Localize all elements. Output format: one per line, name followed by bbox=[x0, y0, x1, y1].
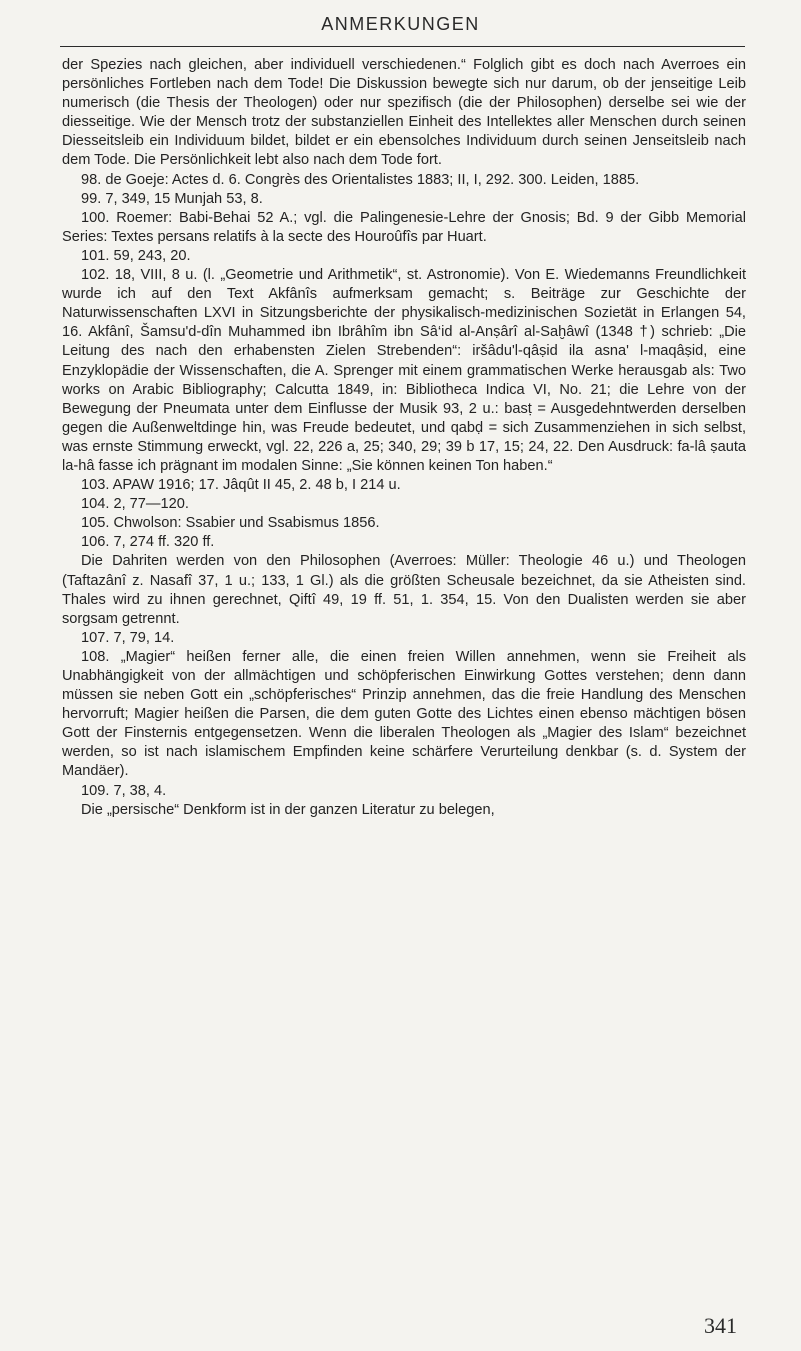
note-99: 99. 7, 349, 15 Munjah 53, 8. bbox=[81, 190, 263, 207]
running-header: ANMERKUNGEN bbox=[321, 14, 480, 34]
note-109-persische: Die „persische“ Denkform ist in der ganzen Literatur zu belegen, bbox=[81, 801, 495, 818]
note-108: 108. „Magier“ heißen ferner alle, die einen freien Willen annehmen, wenn sie Freiheit als Unabhängigkeit von der allmächtigen und schöpferischen Einwirkung Gottes verstehen; denn dann müssen sie neben Gott ein „schöpferisches“ Prinzip annehmen, das die freie Handlung des Menschen hervorruft; Magier heißen die Parsen, die dem guten Gotte des Lichtes einen ebenso mächtigen bösen Gott der Finsternis entgegensetzen. Wenn die liberalen Theologen als „Magier des Islam“ bezeichnet werden, so ist nach islamischem Empfinden keine schärfere Verurteilung denkbar (s. d. System der Mandäer). bbox=[62, 648, 746, 780]
page-number: 341 bbox=[704, 1313, 737, 1338]
note-102: 102. 18, VIII, 8 u. (l. „Geometrie und Arithmetik“, st. Astronomie). Von E. Wiedemanns Freundlichkeit wurde ich auf den Text Akfânîs aufmerksam gemacht; s. Beiträge zur Geschichte der Naturwissenschaften LXVI in Sitzungsberichte der physikalisch-medizinischen Sozietät in Erlangen 54, 16. Akfânî, Šamsu'd-dîn Muhammed ibn Ibrâhîm ibn Sâ‘id al-Anṣârî al-Saḫâwî (1348 †) schrieb: „Die Leitung des nach den erhabensten Zielen Strebenden“: iršâdu'l-qâṣid ila asna' l-maqâṣid, eine Enzyklopädie der Wissenschaften, die A. Sprenger mit einem grammatischen Werke herausgab als: Two works on Arabic Bibliography; Calcutta 1849, in: Bibliotheca Indica VI, No. 21; die Lehre von der Bewegung der Pneumata unter dem Einflusse der Musik 93, 2 u.: basṭ = Ausgedehntwerden derselben gegen die Außenweltdinge hin, was Freude bedeutet, und qabḍ = sich Zusammenziehen in sich selbst, was ernste Stimmung erweckt, vgl. 22, 226 a, 25; 340, 29; 39 b 17, 15; 24, 22. Den Ausdruck: fa-lâ ṣauta la-hâ fasse ich prägnant im modalen Sinne: „Sie können keinen Ton haben.“ bbox=[62, 267, 746, 474]
note-104: 104. 2, 77—120. bbox=[81, 496, 189, 513]
note-109: 109. 7, 38, 4. bbox=[81, 782, 167, 799]
note-100: 100. Roemer: Babi-Behai 52 A.; vgl. die Palingenesie-Lehre der Gnosis; Bd. 9 der Gibb Memorial Series: Textes persans relatifs à la secte des Houroûfîs par Huart. bbox=[62, 209, 746, 245]
paragraph-continuation: der Spezies nach gleichen, aber individuell verschiedenen.“ Folglich gibt es doch nach Averroes ein persönliches Fortleben nach dem Tode! Die Diskussion bewegte sich nur darum, ob der jenseitige Leib numerisch (die Thesis der Theologen) oder nur spezifisch (die der Philosophen) derselbe sei wie der diesseitige. Wie der Mensch trotz der substanziellen Einheit des Intellektes aller Menschen durch seinen Diesseitsleib ein Individuum bildet, bildet er ein ebensolches Individuum durch seinen Jenseitsleib nach dem Tode. Die Persönlichkeit lebt also nach dem Tode fort. bbox=[62, 57, 746, 169]
note-106: 106. 7, 274 ff. 320 ff. bbox=[81, 534, 215, 551]
note-98: 98. de Goeje: Actes d. 6. Congrès des Orientalistes 1883; II, I, 292. 300. Leiden, 1885. bbox=[81, 171, 640, 188]
note-103: 103. APAW 1916; 17. Jâqût II 45, 2. 48 b, I 214 u. bbox=[81, 477, 401, 494]
note-105: 105. Chwolson: Ssabier und Ssabismus 1856. bbox=[81, 515, 380, 532]
note-101: 101. 59, 243, 20. bbox=[81, 247, 191, 264]
note-106-dahriten: Die Dahriten werden von den Philosophen (Averroes: Müller: Theologie 46 u.) und Theologen (Taftazânî z. Nasafî 37, 1 u.; 133, 1 Gl.) als die größten Scheusale bezeichnet, da sie Atheisten sind. Thales wird zu ihnen gerechnet, Qiftî 49, 19 ff. 51, 1. 354, 15. Von den Dualisten werden sie aber sorgsam getrennt. bbox=[62, 553, 746, 627]
note-107: 107. 7, 79, 14. bbox=[81, 629, 175, 646]
header-rule bbox=[60, 46, 745, 47]
notes-body bbox=[62, 56, 746, 820]
